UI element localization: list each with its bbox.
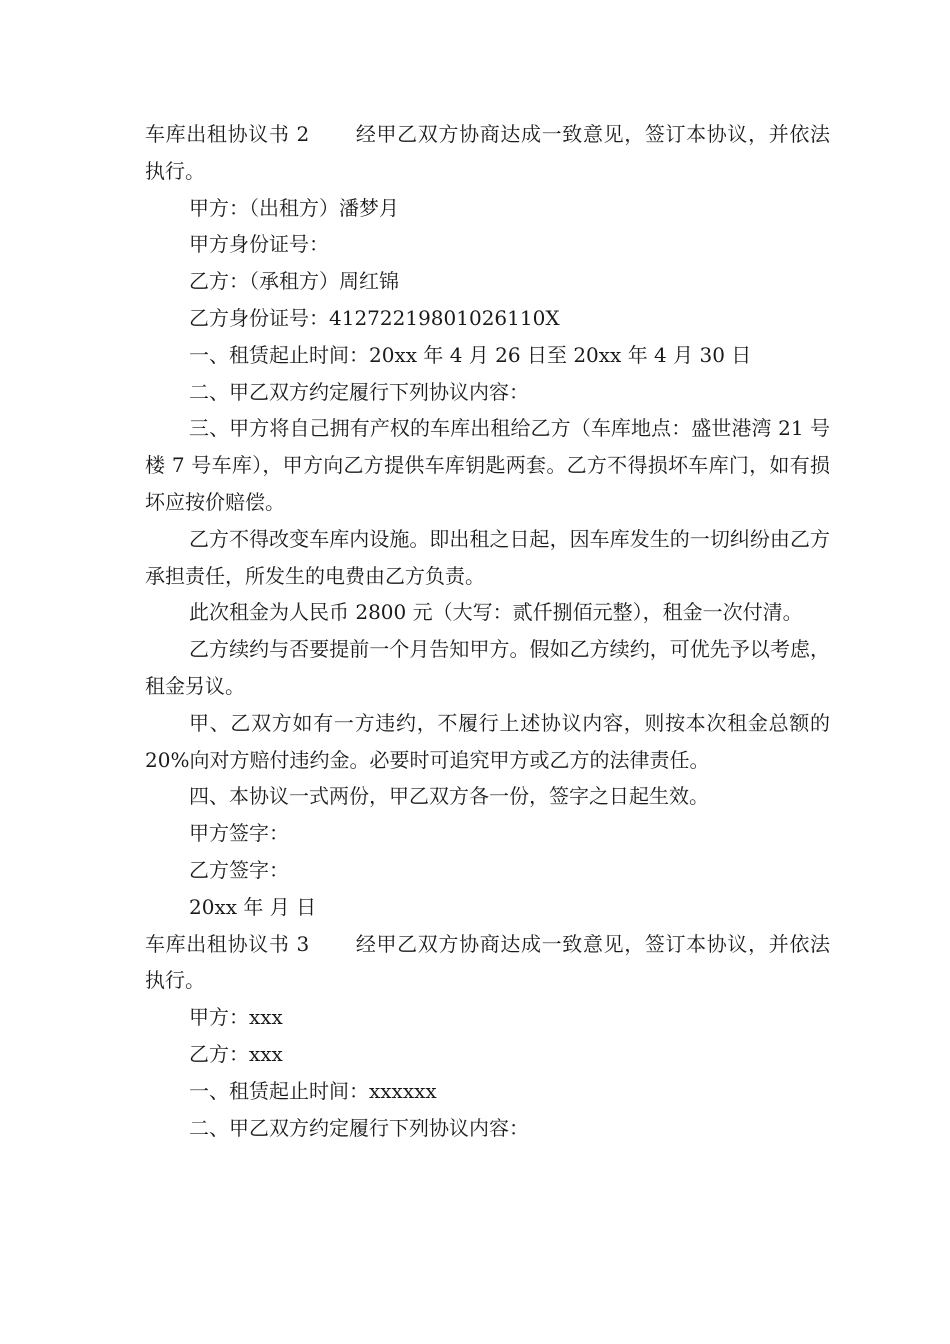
party-a-id-line: 甲方身份证号：: [189, 232, 329, 257]
section-3-intro: 经甲乙双方协商达成一致意见，签订本协议，并依法执行。: [145, 931, 831, 993]
section-2-title: 车库出租协议书 2: [145, 122, 310, 146]
party-a-line: 甲方：（出租方）潘梦月: [189, 195, 399, 220]
section-2-intro: 经甲乙双方协商达成一致意见，签订本协议，并依法执行。: [145, 122, 831, 183]
agreement-clause: 二、甲乙双方约定履行下列协议内容：: [189, 379, 529, 404]
party-a-signature: 甲方签字：: [189, 821, 289, 846]
section-3-party-a: 甲方：xxx: [189, 1005, 283, 1030]
section-3-agreement-clause: 二、甲乙双方约定履行下列协议内容：: [189, 1115, 529, 1140]
section-3-title: 车库出租协议书 3: [145, 931, 310, 956]
breach-paragraph: 甲、乙双方如有一方违约，不履行上述协议内容，则按本次租金总额的 20%向对方赔付违约金。必要时可追究甲方或乙方的法律责任。: [145, 710, 830, 772]
garage-rental-clause: 三、甲方将自己拥有产权的车库出租给乙方（车库地点：盛世港湾 21 号楼 7 号车库），甲方向乙方提供车库钥匙两套。乙方不得损坏车库门，如有损坏应按价赔偿。: [145, 416, 830, 514]
copies-clause: 四、本协议一式两份，甲乙双方各一份，签字之日起生效。: [189, 784, 709, 809]
document-page: [145, 116, 830, 1146]
section-2-heading: [145, 116, 830, 190]
facility-paragraph: 乙方不得改变车库内设施。即出租之日起，因车库发生的一切纠纷由乙方承担责任，所发生的电费由乙方负责。: [145, 526, 830, 588]
signing-date: 20xx 年 月 日: [189, 894, 317, 919]
party-b-id-line: 乙方身份证号：41272219801026110X: [189, 305, 560, 330]
party-b-signature: 乙方签字：: [189, 857, 289, 882]
party-b-line: 乙方：（承租方）周红锦: [189, 269, 399, 294]
lease-term-clause: 一、租赁起止时间：20xx 年 4 月 26 日至 20xx 年 4 月 30 日: [189, 342, 752, 367]
renewal-paragraph: 乙方续约与否要提前一个月告知甲方。假如乙方续约，可优先予以考虑，租金另议。: [145, 637, 830, 698]
section-3-party-b: 乙方：xxx: [189, 1041, 283, 1066]
section-3-lease-term: 一、租赁起止时间：xxxxxx: [189, 1078, 437, 1103]
section-3-heading: [145, 926, 830, 1000]
rent-paragraph: 此次租金为人民币 2800 元（大写：贰仟捌佰元整），租金一次付清。: [189, 600, 803, 625]
